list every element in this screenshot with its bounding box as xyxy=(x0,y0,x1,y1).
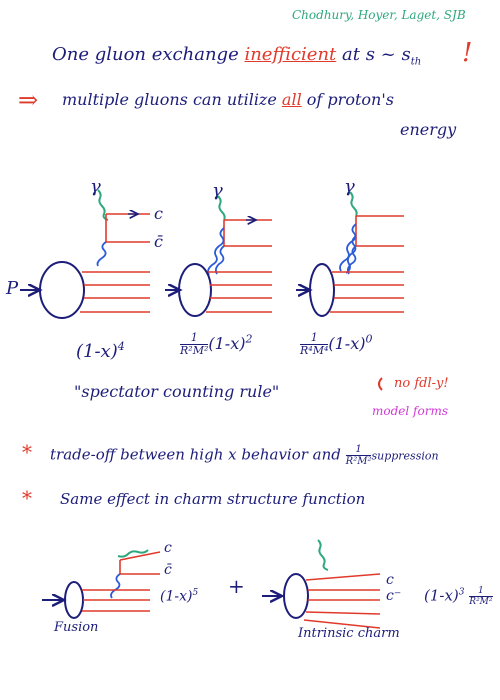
diagram-three-gluons xyxy=(296,192,404,316)
line2-energy: energy xyxy=(400,120,457,139)
bullet-same-effect: Same effect in charm structure function xyxy=(60,490,366,508)
label-three-gluon xyxy=(300,332,372,357)
proton-blob-2 xyxy=(179,264,211,316)
plus-sign: + xyxy=(228,574,245,598)
gamma-3: γ xyxy=(344,176,355,197)
label-one-gluon xyxy=(76,340,125,362)
ic-den: R²M² xyxy=(469,597,493,607)
bullet1-text: trade-off between high x behavior and xyxy=(50,445,341,464)
bullet1-suffix: suppression xyxy=(371,449,439,463)
ic-factor xyxy=(424,586,493,607)
fusion-proton xyxy=(65,582,83,618)
ic-factor-base: (1-x) xyxy=(424,586,459,605)
bullet-star-2: * xyxy=(22,486,32,510)
proton-label: P xyxy=(6,278,19,299)
ic-photon xyxy=(318,540,328,570)
no-fdl-arrow xyxy=(379,378,382,390)
counting-rule: "spectator counting rule" xyxy=(74,382,280,401)
headline-sub: th xyxy=(410,56,422,68)
line2-pre: multiple gluons can utilize xyxy=(62,90,282,109)
diagram-one-gluon xyxy=(20,190,150,318)
intrinsic-charm-caption: Intrinsic charm xyxy=(298,626,400,641)
diagram-two-gluons xyxy=(165,196,272,316)
bullet-star-1: * xyxy=(22,440,32,464)
label3-base: (1-x) xyxy=(328,334,366,353)
cbar-label-1: c̄ xyxy=(154,232,163,251)
diagram-fusion xyxy=(42,550,160,618)
headline-post: at s ~ s xyxy=(336,44,411,65)
label3-num: 1 xyxy=(300,332,328,345)
gluon-1 xyxy=(98,242,107,266)
label3-exp: 0 xyxy=(365,332,373,346)
c-label-1: c xyxy=(154,204,163,223)
label1-exp: 4 xyxy=(117,340,125,353)
label3-den: R⁴M⁴ xyxy=(300,344,329,357)
line2-all: all xyxy=(281,90,302,109)
ic-factor-exp: 3 xyxy=(458,587,465,598)
headline-inefficient: inefficient xyxy=(244,44,337,65)
fusion-caption: Fusion xyxy=(54,620,99,635)
ic-q4 xyxy=(306,612,380,614)
fusion-cbar-label: c̄ xyxy=(164,562,172,578)
label2-num: 1 xyxy=(180,332,208,345)
headline-bang: ! xyxy=(462,38,473,68)
model-forms-note: model forms xyxy=(372,404,448,418)
ic-c-label: c xyxy=(386,572,394,588)
no-fdl-note: no fdl-y! xyxy=(394,376,449,391)
label-two-gluon xyxy=(180,332,252,357)
proton-blob-1 xyxy=(40,262,84,318)
fusion-c-label: c xyxy=(164,540,172,556)
fusion-gluon xyxy=(111,574,120,598)
ic-proton xyxy=(284,574,308,618)
ic-num: 1 xyxy=(469,586,492,597)
bullet1-num: 1 xyxy=(346,444,372,456)
gamma-1: γ xyxy=(90,176,101,197)
fusion-factor-base: (1-x) xyxy=(160,588,193,605)
gamma-2: γ xyxy=(212,180,223,201)
label2-exp: 2 xyxy=(245,332,253,346)
headline-pre: One gluon exchange xyxy=(52,44,245,65)
label2-den: R²M² xyxy=(180,344,209,357)
ic-q1 xyxy=(306,574,380,580)
fusion-factor xyxy=(160,588,198,605)
bullet1-den: R²M² xyxy=(345,456,372,467)
implies-arrow: ⇒ xyxy=(18,86,39,114)
label1-base: (1-x) xyxy=(76,341,118,362)
authors-note: Chodhury, Hoyer, Laget, SJB xyxy=(292,8,466,22)
bullet-trade-off xyxy=(50,444,439,467)
line2-post: of proton's xyxy=(301,90,394,109)
diagram-intrinsic-charm xyxy=(262,540,380,628)
label2-base: (1-x) xyxy=(208,334,246,353)
fusion-factor-exp: 5 xyxy=(192,588,199,598)
proton-blob-3 xyxy=(310,264,334,316)
ic-cminus-label: c⁻ xyxy=(386,588,402,604)
